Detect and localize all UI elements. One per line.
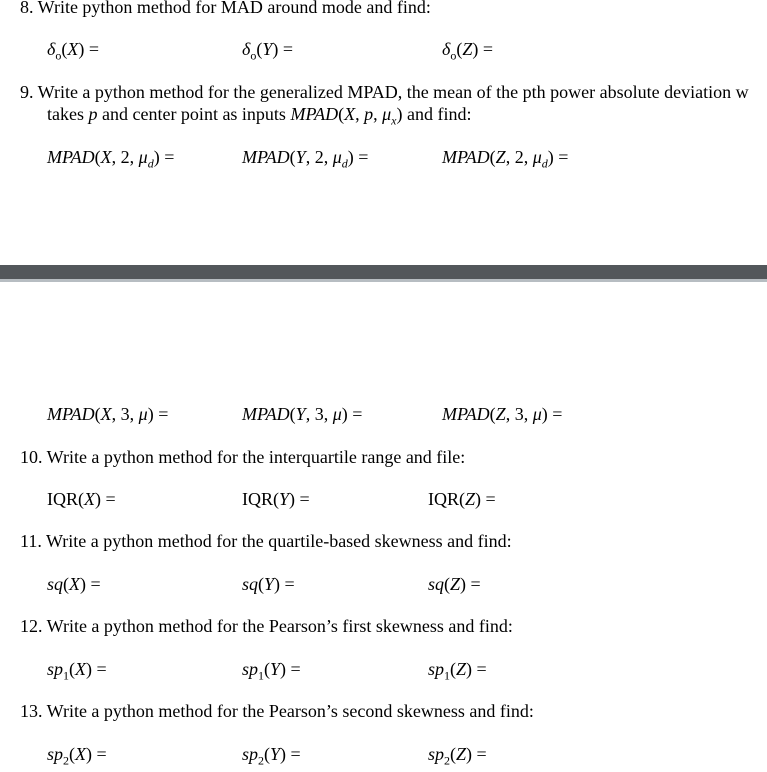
q12-eq-z: $sp_1(Z)$ = xyxy=(428,659,487,683)
q10-text: 10. Write a python method for the interquartile range and file: xyxy=(20,447,466,467)
q13-text: 13. Write a python method for the Pearson’s second skewness and find: xyxy=(20,701,534,721)
q9-eq3-y: MPAD(Y, 3, μ) = xyxy=(242,404,363,424)
q12-eq-x: $sp_1(X)$ = xyxy=(47,659,107,683)
q9-line2: takes p and center point as inputs MPAD(X, p, $\mu_x$) and find: xyxy=(47,104,472,128)
q10-eq-y: IQR(Y) = xyxy=(242,489,310,509)
q9-line1: 9. Write a python method for the generalized MPAD, the mean of the pth power absolute deviation w xyxy=(20,82,749,102)
q10-eq-z: IQR(Z) = xyxy=(428,489,496,509)
page-break-divider xyxy=(0,265,767,279)
q9-eq3-z: MPAD(Z, 3, μ) = xyxy=(442,404,563,424)
q13-eq-x: $sp_2(X)$ = xyxy=(47,744,107,768)
q9-eq3-x: MPAD(X, 3, μ) = xyxy=(47,404,169,424)
page-break-shadow xyxy=(0,279,767,282)
q9-eq2-x: MPAD(X, 2, $\mu_d$) = xyxy=(47,147,175,171)
q12-eq-y: $sp_1(Y)$ = xyxy=(242,659,301,683)
q8-eq-x: $\delta_o(X)$ = xyxy=(47,39,100,63)
q9-eq2-y: MPAD(Y, 2, $\mu_d$) = xyxy=(242,147,369,171)
q10-eq-x: IQR(X) = xyxy=(47,489,116,509)
q11-eq-z: sq(Z) = xyxy=(428,574,481,594)
q11-eq-y: sq(Y) = xyxy=(242,574,295,594)
q9-eq2-z: MPAD(Z, 2, $\mu_d$) = xyxy=(442,147,569,171)
q11-text: 11. Write a python method for the quartile-based skewness and find: xyxy=(20,531,512,551)
q12-text: 12. Write a python method for the Pearson’s first skewness and find: xyxy=(20,616,513,636)
q8-eq-y: $\delta_o(Y)$ = xyxy=(242,39,294,63)
q13-eq-z: $sp_2(Z)$ = xyxy=(428,744,487,768)
q8-eq-z: $\delta_o(Z)$ = xyxy=(442,39,494,63)
q8-text: 8. Write python method for MAD around mode and find: xyxy=(20,0,431,17)
q11-eq-x: sq(X) = xyxy=(47,574,101,594)
q13-eq-y: $sp_2(Y)$ = xyxy=(242,744,301,768)
